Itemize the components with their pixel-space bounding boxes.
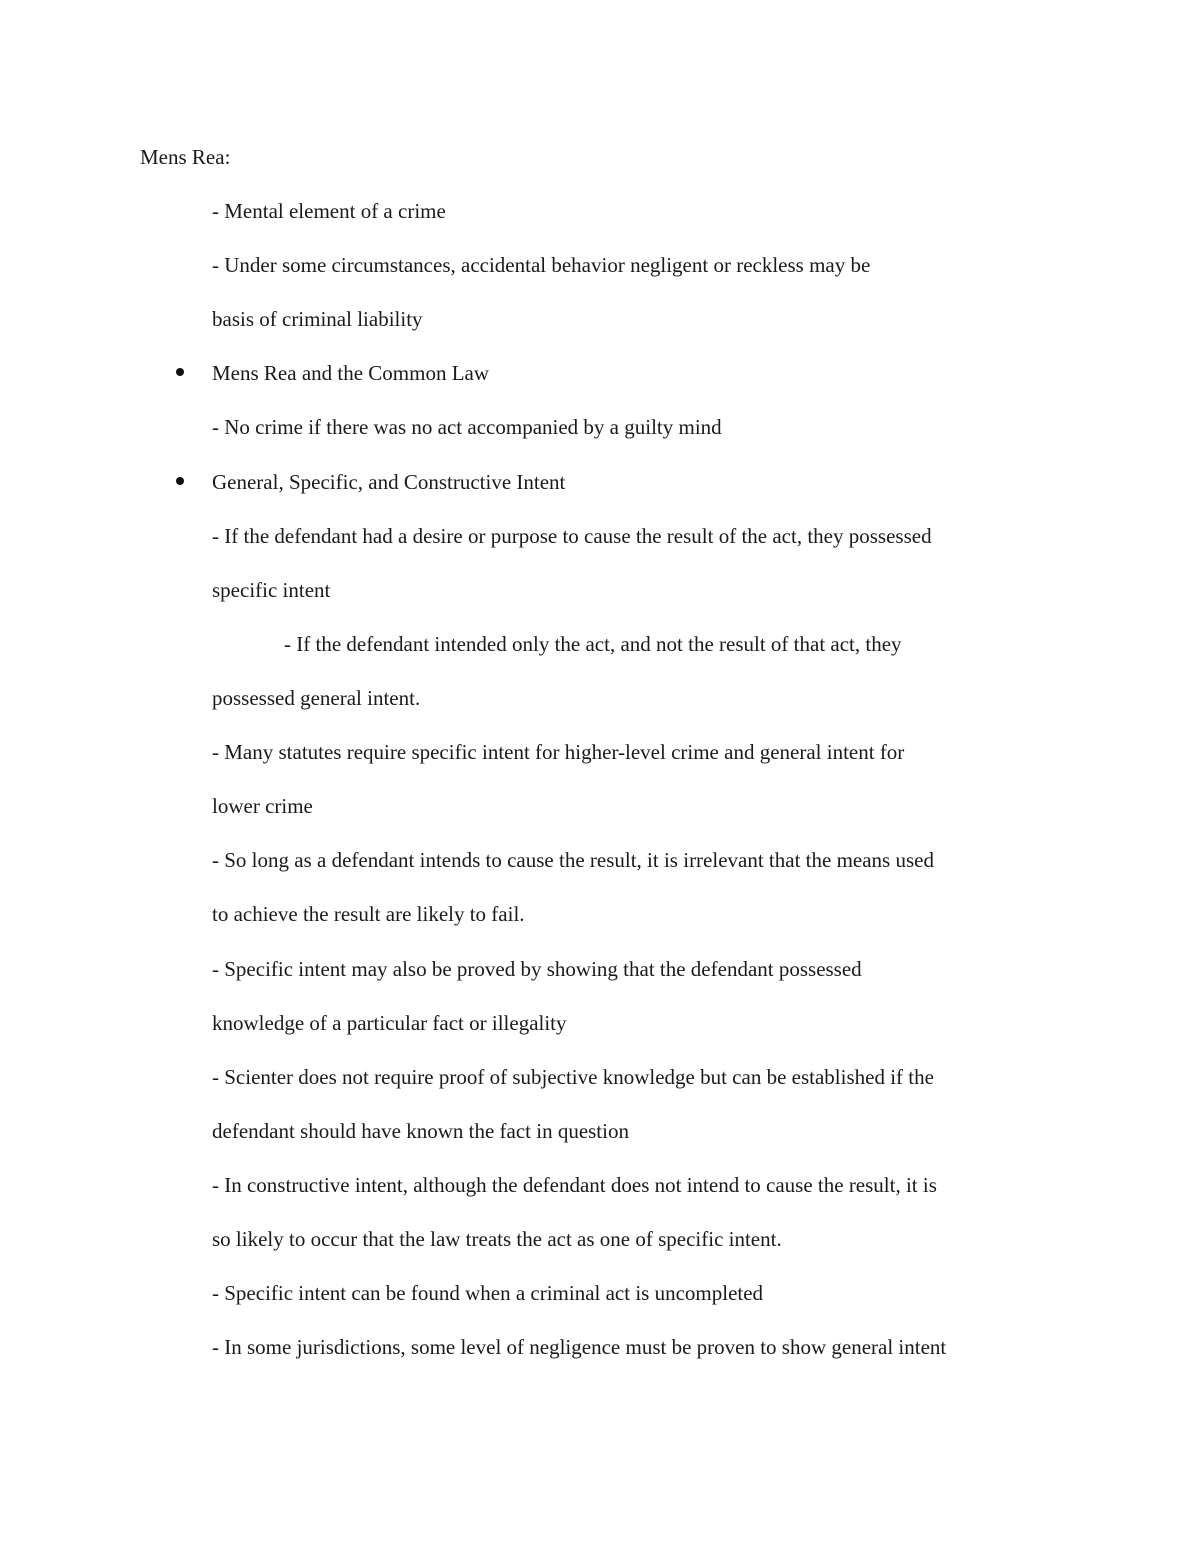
text-line: possessed general intent.: [212, 686, 421, 710]
document-heading: Mens Rea:: [140, 145, 231, 169]
text-line: - So long as a defendant intends to cause the result, it is irrelevant that the means used: [212, 848, 934, 872]
text-line: - Specific intent can be found when a criminal act is uncompleted: [212, 1281, 764, 1305]
text-line: defendant should have known the fact in question: [212, 1119, 629, 1143]
text-line: so likely to occur that the law treats the act as one of specific intent.: [212, 1227, 782, 1251]
text-line: - If the defendant had a desire or purpose to cause the result of the act, they possessed: [212, 524, 932, 548]
text-line: - Many statutes require specific intent for higher-level crime and general intent for: [212, 740, 905, 764]
text-line: basis of criminal liability: [212, 307, 423, 331]
bullet-icon: [176, 368, 184, 376]
text-line: to achieve the result are likely to fail.: [212, 902, 525, 926]
text-line: - No crime if there was no act accompanied by a guilty mind: [212, 415, 722, 439]
text-line: - Under some circumstances, accidental behavior negligent or reckless may be: [212, 253, 871, 277]
text-line: specific intent: [212, 578, 331, 602]
text-line: - In constructive intent, although the defendant does not intend to cause the result, it is: [212, 1173, 937, 1197]
text-line: knowledge of a particular fact or illegality: [212, 1011, 567, 1035]
text-line-indented: - If the defendant intended only the act, and not the result of that act, they: [284, 632, 902, 656]
text-line: - In some jurisdictions, some level of negligence must be proven to show general intent: [212, 1335, 947, 1359]
text-line: - Specific intent may also be proved by showing that the defendant possessed: [212, 957, 862, 981]
text-line: lower crime: [212, 794, 313, 818]
text-line: - Mental element of a crime: [212, 199, 446, 223]
text-line: - Scienter does not require proof of subjective knowledge but can be established if the: [212, 1065, 934, 1089]
bullet-icon: [176, 477, 184, 485]
bullet-item-mens-rea-common-law: Mens Rea and the Common Law: [212, 361, 490, 385]
bullet-item-intent-types: General, Specific, and Constructive Intent: [212, 470, 566, 494]
